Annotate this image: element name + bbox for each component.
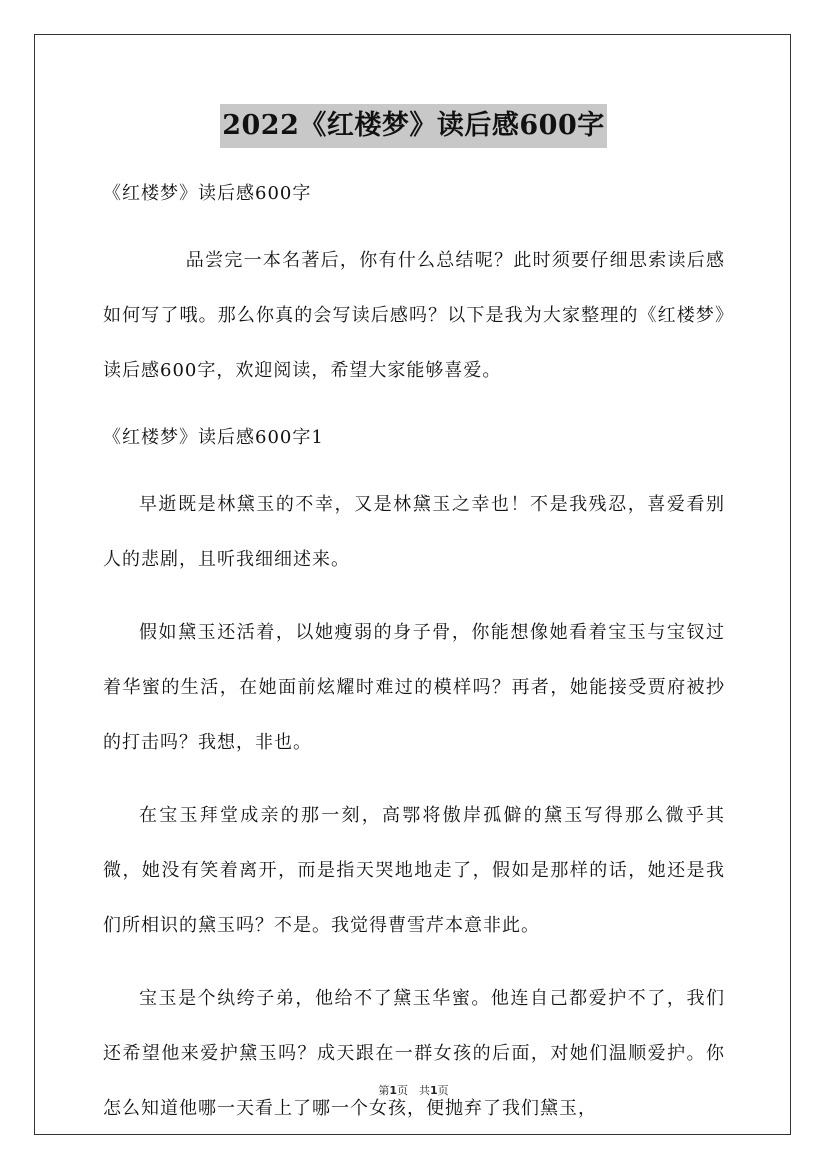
footer-page-mid: 页 共 bbox=[397, 1084, 430, 1097]
section-heading: 《红楼梦》读后感600字1 bbox=[103, 427, 324, 448]
body-paragraph-3: 在宝玉拜堂成亲的那一刻，高鄂将傲岸孤僻的黛玉写得那么微乎其微，她没有笑着离开，而是指天哭地地走了，假如是那样的话，她还是我们所相识的黛玉吗？不是。我觉得曹雪芹本意非此。 bbox=[103, 805, 725, 936]
footer-page-total: 1 bbox=[430, 1084, 438, 1097]
document-subtitle: 《红楼梦》读后感600字 bbox=[103, 183, 312, 204]
document-title: 2022《红楼梦》读后感600字 bbox=[220, 104, 607, 148]
footer-page-suffix: 页 bbox=[437, 1084, 449, 1097]
intro-paragraph: 品尝完一本名著后，你有什么总结呢？此时须要仔细思索读后感如何写了哦。那么你真的会写读后感吗？以下是我为大家整理的《红楼梦》读后感600字，欢迎阅读，希望大家能够喜爱。 bbox=[103, 250, 725, 381]
document-body bbox=[103, 172, 725, 1154]
footer-page-prefix: 第 bbox=[378, 1084, 390, 1097]
page-footer bbox=[0, 1082, 827, 1098]
document-title-bar bbox=[0, 101, 827, 145]
body-paragraph-2: 假如黛玉还活着，以她瘦弱的身子骨，你能想像她看着宝玉与宝钗过着华蜜的生活，在她面前炫耀时难过的模样吗？再者，她能接受贾府被抄的打击吗？我想，非也。 bbox=[103, 622, 725, 753]
footer-page-current: 1 bbox=[389, 1084, 397, 1097]
body-paragraph-4: 宝玉是个纨绔子弟，他给不了黛玉华蜜。他连自己都爱护不了，我们还希望他来爱护黛玉吗？成天跟在一群女孩的后面，对她们温顺爱护。你怎么知道他哪一天看上了哪一个女孩，便抛弃了我们黛玉， bbox=[103, 988, 725, 1119]
body-paragraph-1: 早逝既是林黛玉的不幸，又是林黛玉之幸也！不是我残忍，喜爱看别人的悲剧，且听我细细述来。 bbox=[103, 494, 725, 570]
